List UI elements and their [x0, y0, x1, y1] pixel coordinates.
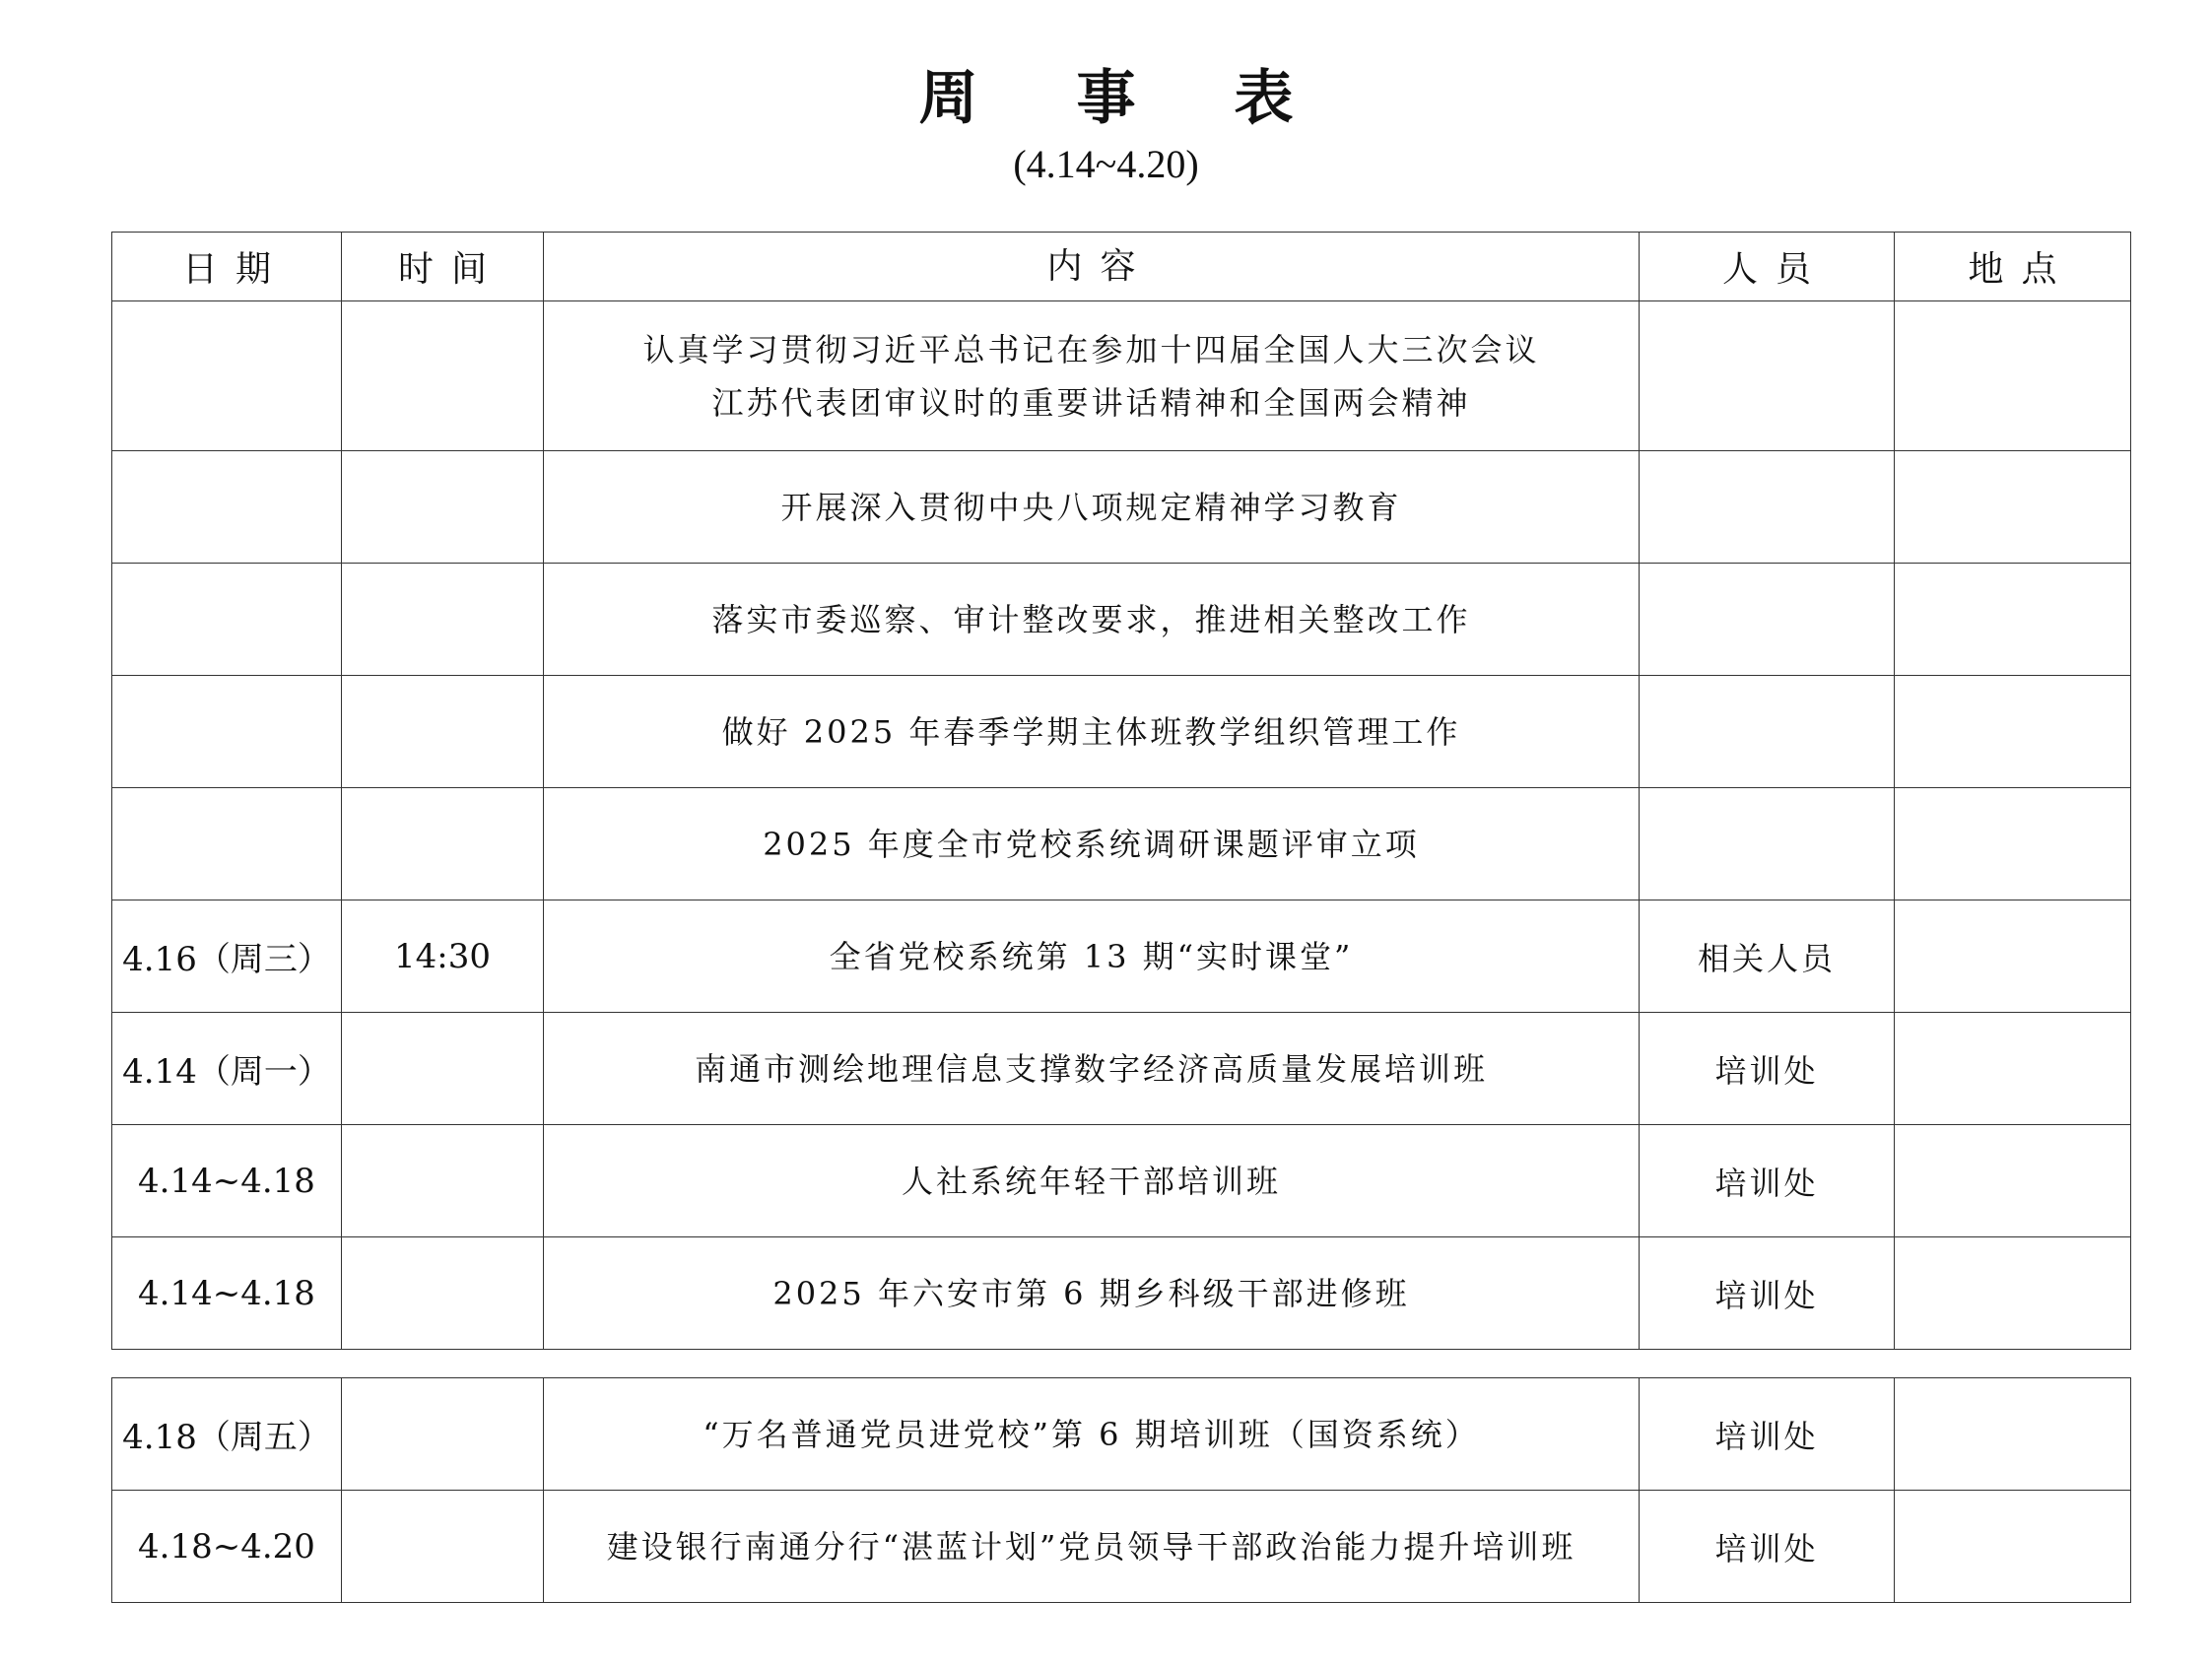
header-place: 地点 [1895, 233, 2131, 301]
person-cell: 培训处 [1640, 1125, 1895, 1237]
person-cell [1640, 788, 1895, 900]
table-row [112, 900, 2131, 1013]
content-cell: 2025 年度全市党校系统调研课题评审立项 [544, 788, 1640, 900]
time-cell: 14:30 [342, 900, 544, 1013]
time-cell [342, 301, 544, 451]
content-cell: 落实市委巡察、审计整改要求，推进相关整改工作 [544, 564, 1640, 676]
header-date: 日期 [112, 233, 342, 301]
time-cell [342, 1378, 544, 1491]
place-cell [1895, 301, 2131, 451]
table-row [112, 301, 2131, 451]
date-cell [112, 788, 342, 900]
content-cell: 全省党校系统第 13 期“实时课堂” [544, 900, 1640, 1013]
header-person: 人员 [1640, 233, 1895, 301]
date-cell: 4.14~4.18 [112, 1125, 342, 1237]
table-row [112, 788, 2131, 900]
time-cell [342, 451, 544, 564]
table-row [112, 1378, 2131, 1491]
header-time: 时间 [342, 233, 544, 301]
person-cell [1640, 301, 1895, 451]
schedule-table [111, 232, 2131, 1350]
date-cell [112, 301, 342, 451]
content-cell: 南通市测绘地理信息支撑数字经济高质量发展培训班 [544, 1013, 1640, 1125]
time-cell [342, 788, 544, 900]
content-cell: “万名普通党员进党校”第 6 期培训班（国资系统） [544, 1378, 1640, 1491]
person-cell: 培训处 [1640, 1237, 1895, 1350]
person-cell: 相关人员 [1640, 900, 1895, 1013]
time-cell [342, 564, 544, 676]
table-row [112, 676, 2131, 788]
content-cell: 建设银行南通分行“湛蓝计划”党员领导干部政治能力提升培训班 [544, 1491, 1640, 1603]
time-cell [342, 1237, 544, 1350]
schedule-table-continued [111, 1377, 2131, 1603]
table-row [112, 451, 2131, 564]
place-cell [1895, 564, 2131, 676]
place-cell [1895, 788, 2131, 900]
content-cell: 做好 2025 年春季学期主体班教学组织管理工作 [544, 676, 1640, 788]
date-cell: 4.18（周五） [112, 1378, 342, 1491]
person-cell: 培训处 [1640, 1378, 1895, 1491]
time-cell [342, 676, 544, 788]
time-cell [342, 1491, 544, 1603]
table-row [112, 1491, 2131, 1603]
date-cell: 4.14（周一） [112, 1013, 342, 1125]
person-cell [1640, 564, 1895, 676]
place-cell [1895, 1491, 2131, 1603]
person-cell: 培训处 [1640, 1491, 1895, 1603]
date-cell [112, 564, 342, 676]
date-cell: 4.18~4.20 [112, 1491, 342, 1603]
place-cell [1895, 1013, 2131, 1125]
date-cell: 4.16（周三） [112, 900, 342, 1013]
page-title: 周事表 [918, 64, 1392, 133]
content-cell: 人社系统年轻干部培训班 [544, 1125, 1640, 1237]
content-cell: 2025 年六安市第 6 期乡科级干部进修班 [544, 1237, 1640, 1350]
person-cell [1640, 676, 1895, 788]
table-header-row [112, 233, 2131, 301]
table-row [112, 564, 2131, 676]
date-cell [112, 676, 342, 788]
date-cell: 4.14~4.18 [112, 1237, 342, 1350]
date-cell [112, 451, 342, 564]
table-row [112, 1237, 2131, 1350]
place-cell [1895, 676, 2131, 788]
content-line: 江苏代表团审议时的重要讲话精神和全国两会精神 [711, 383, 1471, 422]
person-cell [1640, 451, 1895, 564]
place-cell [1895, 451, 2131, 564]
content-line: 认真学习贯彻习近平总书记在参加十四届全国人大三次会议 [642, 330, 1540, 368]
table-row [112, 1125, 2131, 1237]
person-cell: 培训处 [1640, 1013, 1895, 1125]
date-range: (4.14~4.20) [1013, 142, 1199, 186]
header-content: 内容 [544, 233, 1640, 301]
time-cell [342, 1125, 544, 1237]
place-cell [1895, 1378, 2131, 1491]
time-cell [342, 1013, 544, 1125]
place-cell [1895, 900, 2131, 1013]
content-cell [544, 301, 1640, 451]
place-cell [1895, 1237, 2131, 1350]
place-cell [1895, 1125, 2131, 1237]
table-row [112, 1013, 2131, 1125]
content-cell: 开展深入贯彻中央八项规定精神学习教育 [544, 451, 1640, 564]
